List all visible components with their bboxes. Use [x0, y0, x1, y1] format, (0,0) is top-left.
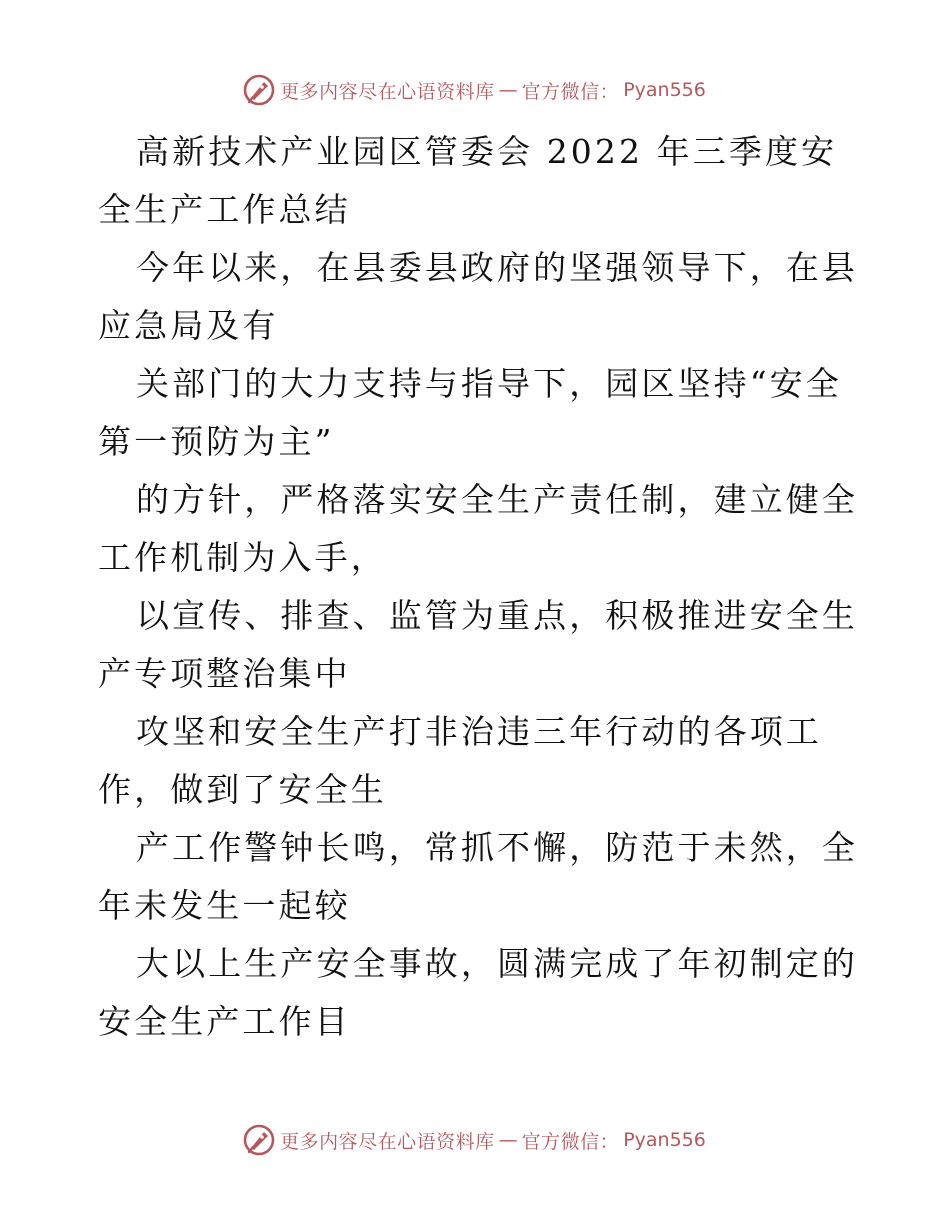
- paragraph-line: 今年以来，在县委县政府的坚强领导下，在县应急局及有: [98, 248, 858, 345]
- paragraph-line: 的方针，严格落实安全生产责任制，建立健全工作机制为入手，: [98, 480, 858, 577]
- banner-separator: —: [498, 1129, 518, 1151]
- header-banner: [0, 70, 950, 110]
- banner-group: [242, 73, 706, 107]
- banner-group: [242, 1123, 706, 1157]
- quill-logo-icon: [242, 1123, 276, 1157]
- banner-handle: Pyan556: [623, 1129, 706, 1151]
- paragraph-line: 关部门的大力支持与指导下，园区坚持“安全第一预防为主”: [98, 364, 842, 461]
- banner-official-label: 官方微信：: [521, 1130, 620, 1153]
- paragraph-line: 攻坚和安全生产打非治违三年行动的各项工作，做到了安全生: [98, 712, 822, 809]
- paragraph-line: 以宣传、排查、监管为重点，积极推进安全生产专项整治集中: [98, 596, 858, 693]
- banner-title: 更多内容尽在心语资料库: [280, 1130, 495, 1153]
- document-title: 高新技术产业园区管委会 2022 年三季度安全生产工作总结: [98, 132, 838, 229]
- footer-banner: [0, 1120, 950, 1160]
- document-body: [98, 123, 858, 1051]
- banner-official-label: 官方微信：: [521, 80, 620, 103]
- paragraph-line: 产工作警钟长鸣，常抓不懈，防范于未然，全年未发生一起较: [98, 828, 858, 925]
- paragraph-line: 大以上生产安全事故，圆满完成了年初制定的安全生产工作目: [98, 944, 858, 1041]
- banner-separator: —: [498, 79, 518, 101]
- banner-handle: Pyan556: [623, 79, 706, 101]
- banner-title: 更多内容尽在心语资料库: [280, 80, 495, 103]
- quill-logo-icon: [242, 73, 276, 107]
